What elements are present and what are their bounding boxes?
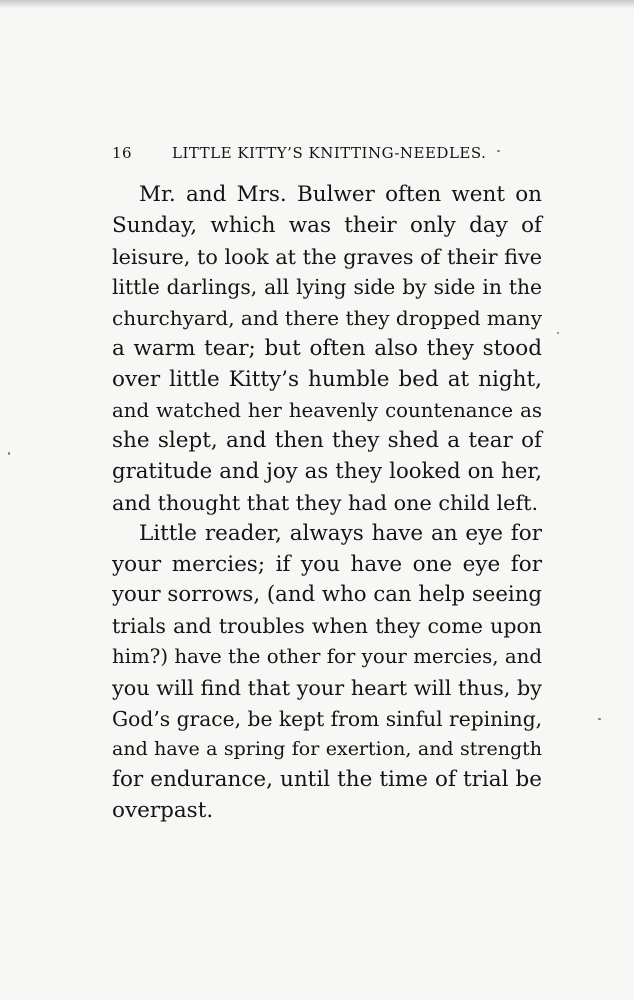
text-line: churchyard, and there they dropped many	[112, 306, 542, 331]
text-line: and thought that they had one child left.	[112, 490, 539, 515]
text-line: him?) have the other for your mercies, and	[112, 644, 542, 668]
text-line: leisure, to look at the graves of their five	[112, 244, 542, 269]
page-header	[112, 144, 536, 166]
text-line: overpast.	[112, 797, 214, 823]
text-line: you will find that your heart will thus, by	[112, 675, 542, 700]
text-line: Sunday, which was their only day of	[112, 212, 542, 238]
text-line: little darlings, all lying side by side in the	[112, 275, 542, 300]
text-line: she slept, and then they shed a tear of	[112, 428, 542, 454]
paragraph-2	[112, 519, 542, 827]
text-line: your mercies; if you have one eye for	[112, 551, 542, 577]
text-line: Little reader, always have an eye for	[139, 520, 542, 546]
text-line: over little Kitty’s humble bed at night,	[112, 366, 542, 392]
body-text	[112, 180, 542, 827]
text-line: Mr. and Mrs. Bulwer often went on	[139, 182, 542, 207]
text-line: and watched her heavenly countenance as	[112, 398, 542, 422]
paper-speck	[8, 452, 10, 455]
paper-speck	[557, 332, 559, 334]
text-line: and have a spring for exertion, and strength	[112, 738, 542, 761]
paper-speck	[598, 718, 601, 720]
paper-speck	[497, 150, 500, 152]
running-title: LITTLE KITTY’S KNITTING-NEEDLES.	[172, 144, 487, 162]
page-top-edge	[0, 0, 634, 9]
text-line: for endurance, until the time of trial be	[112, 767, 542, 793]
paragraph-1	[112, 180, 542, 519]
text-line: your sorrows, (and who can help seeing	[112, 582, 542, 608]
text-line: gratitude and joy as they looked on her,	[112, 459, 542, 485]
text-line: a warm tear; but often also they stood	[112, 335, 542, 361]
page-number: 16	[112, 144, 133, 162]
text-line: God’s grace, be kept from sinful repining,	[112, 706, 543, 731]
text-line: trials and troubles when they come upon	[112, 614, 542, 639]
